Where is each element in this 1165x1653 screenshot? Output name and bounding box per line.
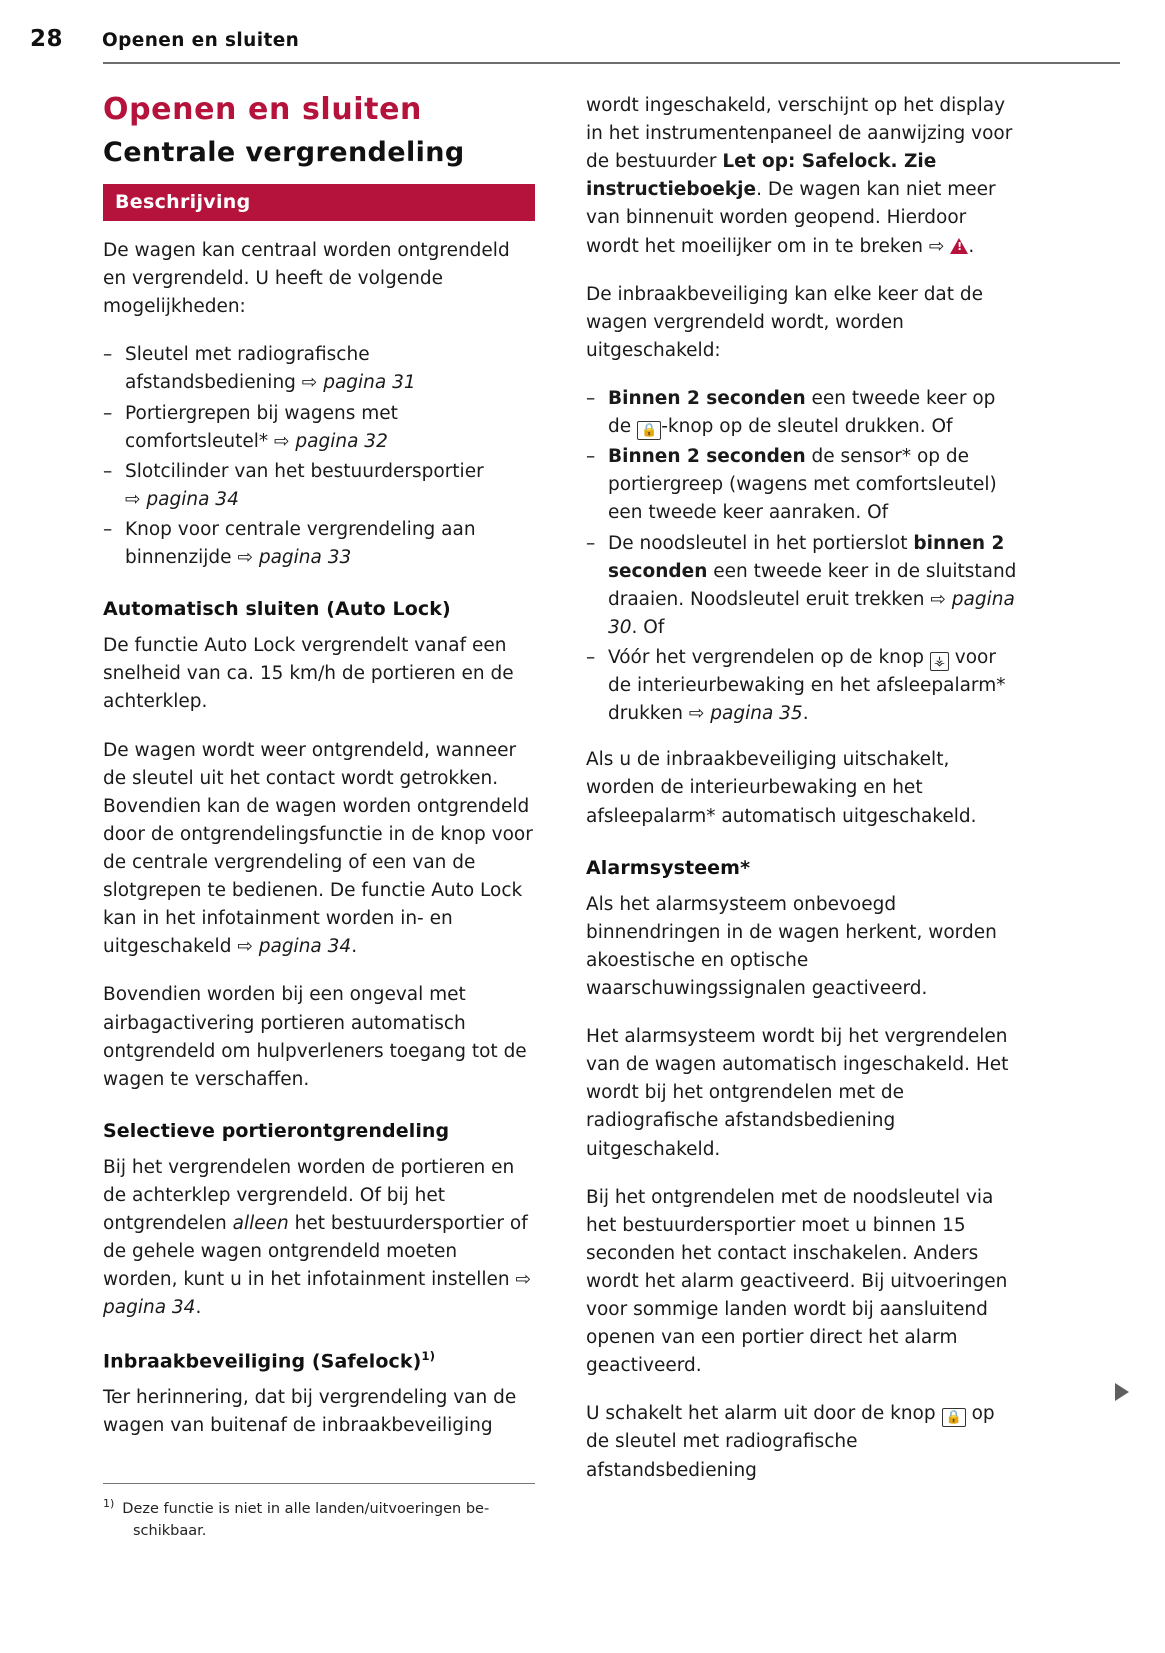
key-lock-icon: 🔒	[637, 421, 661, 440]
right-column	[586, 80, 1018, 1505]
key-lock-icon: 🔒	[942, 1408, 966, 1427]
two-column-body	[103, 80, 1123, 1505]
list-item: – Slotcilinder van het bestuurdersportier ⇨ pagina 34	[103, 458, 535, 514]
footnote	[103, 1496, 553, 1542]
safelock-heading-text: Inbraakbeveiliging (Safelock)	[103, 1349, 422, 1372]
list-item: – Portiergrepen bij wagens met comfortsleutel* ⇨ pagina 32	[103, 400, 535, 456]
safelock-deactivate-intro: De inbraakbeveiliging kan elke keer dat de wagen vergrendeld wordt, worden uitgeschakeld:	[586, 283, 984, 361]
auto-lock-paragraph-2: De wagen wordt weer ontgrendeld, wanneer de sleutel uit het contact wordt getrokken. Bovendien kan de wagen worden ontgrendeld door de ontgrendelingsfunctie in de knop voor de centrale vergrendeling of een van de slotgrepen te bedienen. De functie Auto Lock kan in het infotainment worden in- en uitgeschakeld ⇨ pagina 34.	[103, 739, 533, 958]
section-heading: Centrale vergrendeling	[103, 137, 465, 168]
alarm-text-a: U schakelt het alarm uit door de knop	[586, 1403, 942, 1425]
alarm-paragraph-4	[586, 1400, 1018, 1484]
safelock-heading	[103, 1349, 535, 1372]
alarm-system-heading: Alarmsysteem*	[586, 856, 751, 879]
footnote-line-2: schikbaar.	[133, 1522, 207, 1539]
list-item: – De noodsleutel in het portierslot binnen 2 seconden een tweede keer in de sluitstand draaien. Noodsleutel eruit trekken ⇨ pagina 30. Of	[586, 530, 1018, 642]
header-divider	[103, 62, 1120, 64]
alarm-paragraph-2: Het alarmsysteem wordt bij het vergrendelen van de wagen automatisch ingeschakeld. Het wordt bij het ontgrendelen met de radiografische afstandsbediening uitgeschakeld.	[586, 1026, 1009, 1160]
continued-paragraph: wordt ingeschakeld, verschijnt op het display in het instrumentenpaneel de aanwijzing voor de bestuurder Let op: Safelock. Zie instructieboekje. De wagen kan niet meer van binnenuit worden geopend. Hierdoor wordt het moeilijker om in te breken ⇨ ! .	[586, 92, 1018, 261]
alarm-text-b: op de sleutel met radiografische afstandsbediening	[586, 1403, 995, 1481]
footnote-divider	[103, 1483, 535, 1484]
list-item: – Binnen 2 seconden een tweede keer op de 🔒 -knop op de sleutel drukken. Of	[586, 385, 1018, 441]
display-message-bold: Let op: Safelock. Zie instructieboekje	[586, 151, 937, 201]
alarm-paragraph-3: Bij het ontgrendelen met de noodsleutel via het bestuurdersportier moet u binnen 15 seconden het contact inschakelen. Anders wordt het alarm geactiveerd. Bij uitvoeringen voor sommige landen wordt bij aansluitend openen van een portier direct het alarm geactiveerd.	[586, 1186, 1008, 1377]
safelock-paragraph: Ter herinnering, dat bij vergrendeling van de wagen van buitenaf de inbraakbeveiliging	[103, 1386, 517, 1436]
page-number: 28	[30, 26, 64, 52]
alarm-paragraph-1: Als het alarmsysteem onbevoegd binnendringen in de wagen herkent, worden akoestische en optische waarschuwingssignalen geactiveerd.	[586, 893, 997, 999]
list-item: – Binnen 2 seconden de sensor* op de portiergreep (wagens met comfortsleutel) een tweede keer aanraken. Of	[586, 443, 1018, 527]
footnote-marker-inline: 1)	[421, 1348, 436, 1363]
selective-unlock-paragraph: Bij het vergrendelen worden de portieren en de achterklep vergrendeld. Of bij het ontgrendelen alleen het bestuurdersportier of de gehele wagen ontgrendeld moeten worden, kunt u in het infotainment instellen ⇨ pagina 34.	[103, 1156, 531, 1319]
list-item: – Vóór het vergrendelen op de knop ⚶ voor de interieurbewaking en het afsleepalarm* drukken ⇨ pagina 35.	[586, 644, 1018, 728]
list-item: – Sleutel met radiografische afstandsbediening ⇨ pagina 31	[103, 341, 535, 397]
page-header	[30, 26, 1120, 52]
list-item: – Knop voor centrale vergrendeling aan binnenzijde ⇨ pagina 33	[103, 516, 535, 572]
auto-lock-paragraph-3: Bovendien worden bij een ongeval met airbagactivering portieren automatisch ontgrendeld om hulpverleners toegang tot de wagen te verschaffen.	[103, 984, 527, 1090]
intro-paragraph: De wagen kan centraal worden ontgrendeld en vergrendeld. U heeft de volgende mogelijkheden:	[103, 240, 510, 318]
footnote-line-1: Deze functie is niet in alle landen/uitvoeringen be-	[122, 1500, 490, 1517]
chapter-heading: Openen en sluiten	[103, 92, 423, 127]
selective-unlock-heading: Selectieve portierontgrendeling	[103, 1119, 450, 1142]
safelock-deactivate-list	[586, 385, 1018, 728]
warning-triangle-icon	[950, 238, 968, 254]
left-column	[103, 80, 535, 1505]
subsection-banner: Beschrijving	[103, 184, 535, 221]
auto-lock-heading: Automatisch sluiten (Auto Lock)	[103, 598, 451, 621]
continued-text-a: wordt ingeschakeld, verschijnt op het display in het instrumentenpaneel de aanwijzing voor de bestuurder	[586, 95, 1013, 173]
continued-arrow-icon	[1115, 1383, 1129, 1401]
footnote-marker: 1)	[103, 1497, 115, 1510]
auto-lock-paragraph-1: De functie Auto Lock vergrendelt vanaf een snelheid van ca. 15 km/h de portieren en de achterklep.	[103, 635, 514, 713]
header-chapter-title: Openen en sluiten	[102, 30, 300, 51]
safelock-note-paragraph: Als u de inbraakbeveiliging uitschakelt, worden de interieurbewaking en het afsleepalarm* automatisch uitgeschakeld.	[586, 749, 977, 827]
interior-monitoring-icon: ⚶	[930, 652, 949, 671]
options-list	[103, 341, 535, 572]
